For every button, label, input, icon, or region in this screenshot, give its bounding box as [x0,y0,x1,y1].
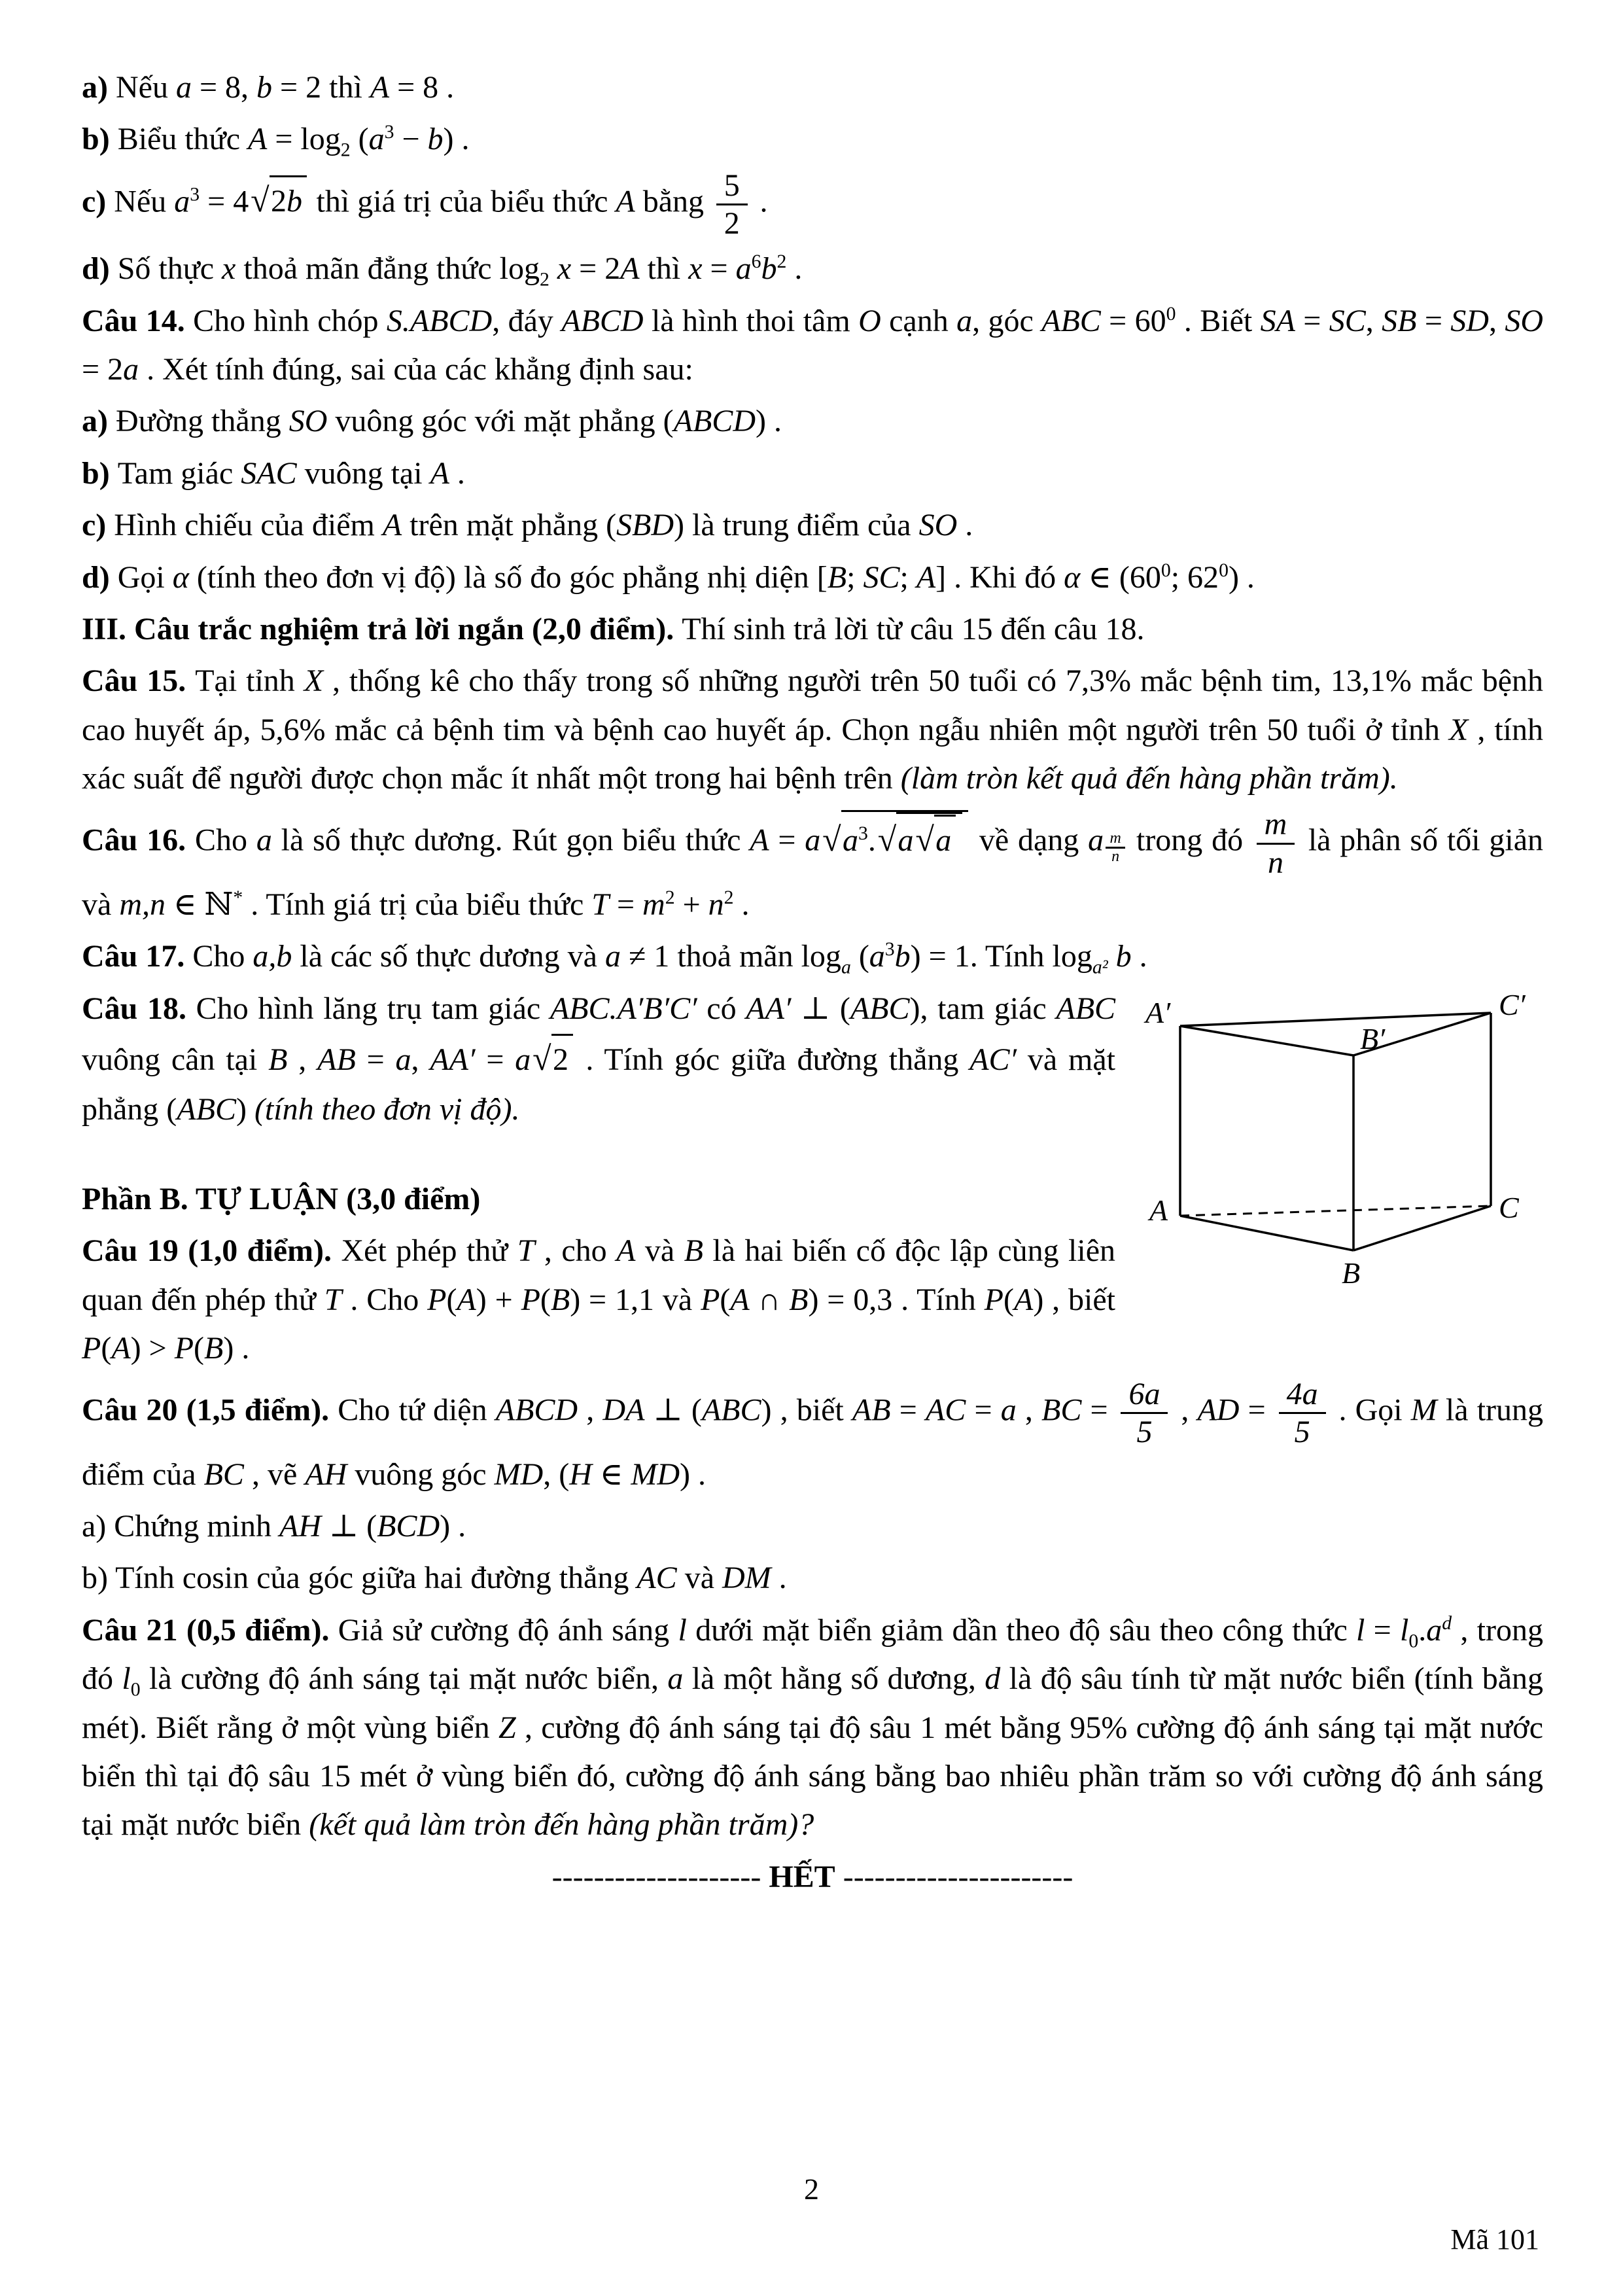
radical: √ 2 [532,1033,573,1086]
cau-16: Câu 16. Cho a là số thực dương. Rút gọn biểu thức A = a √ $a^3$. √ a √ a về dạng a $\frac{m}{n}$ trong đó $\frac{m}{n}$ là phân số tối giản và m,n ∈ ℕ* . Tính giá trị của biểu thức $T = m^2 + n^2$ . [82,807,1544,922]
cau14-b: b) Tam giác SAC vuông tại A . [82,455,465,491]
ans-c: c) Nếu $a^3 = 4$ √ 2b thì giá trị của biểu thức A bằng $\frac{5}{2}$ . [82,168,768,241]
fraction: $\frac{6a}{5}$ [1121,1376,1168,1450]
radical: √ a √ a [878,812,962,866]
cau-15: Câu 15. Tại tỉnh X , thống kê cho thấy trong số những người trên 50 tuổi có 7,3% mắc bệnh tim, 13,1% mắc bệnh cao huyết áp, 5,6% mắc cả bệnh tim và bệnh cao huyết áp. Chọn ngẫu nhiên một người trên 50 tuổi ở tỉnh X , tính xác suất để người được chọn mắc ít nhất một trong hai bệnh trên (làm tròn kết quả đến hàng phần trăm). [82,663,1544,796]
vertex-label-c: C [1499,1190,1519,1224]
cau20-a: a) Chứng minh AH ⊥ (BCD) . [82,1509,466,1544]
prism-edges [1180,1013,1491,1250]
fraction: $\frac{m}{n}$ [1257,806,1295,880]
cau-21: Câu 21 (0,5 điểm). Giả sử cường độ ánh sáng l dưới mặt biển giảm dần theo độ sâu theo công thức $l = l_0.a^d$ , trong đó $l_0$ là cường độ ánh sáng tại mặt nước biển, a là một hằng số dương, d là độ sâu tính từ mặt nước biển (tính bằng mét). Biết rằng ở một vùng biển Z , cường độ ánh sáng tại độ sâu 1 mét bằng 95% cường độ ánh sáng tại mặt nước biển thì tại độ sâu 15 mét ở vùng biển đó, cường độ ánh sáng bằng bao nhiêu phần trăm so với cường độ ánh sáng tại mặt nước biển (kết quả làm tròn đến hàng phần trăm)? [82,1612,1544,1843]
fraction: $\frac{4a}{5}$ [1279,1376,1326,1450]
cau-14: Câu 14. Cho hình chóp S.ABCD, đáy ABCD là hình thoi tâm O cạnh a, góc ABC = $60^0$ . Biết SA = SC, SB = SD, SO = 2a . Xét tính đúng, sai của các khẳng định sau: [82,302,1543,387]
cau14-c: c) Hình chiếu của điểm A trên mặt phẳng (SBD) là trung điểm của SO . [82,508,973,543]
prism-hidden-edge [1180,1206,1491,1216]
vertex-label-a-prime: A′ [1145,995,1171,1029]
ans-a: a) Nếu a = 8, b = 2 thì A = 8 . [82,70,455,105]
vertex-label-a: A [1149,1193,1168,1227]
section-b-heading: Phần B. TỰ LUẬN (3,0 điểm) [82,1181,481,1216]
fraction: $\frac{5}{2}$ [716,168,748,241]
ans-b: b) Biểu thức $A = \log_2 (a^3 - b)$ . [82,121,470,161]
vertex-label-b: B [1342,1256,1361,1288]
exam-code: Mã 101 [1450,2223,1539,2255]
end-line: -------------------- HẾT ---------------------- [551,1859,1073,1894]
page-number: 2 [804,2172,819,2206]
cau20-b: b) Tính cosin của góc giữa hai đường thẳng AC và DM . [82,1561,787,1596]
fraction: $\frac{m}{n}$ [1106,830,1125,865]
ans-d: d) Số thực x thoả mãn đẳng thức $\log_2 x = 2A$ thì $x = a^6b^2$ . [82,251,803,291]
vertex-label-c-prime: C′ [1499,989,1526,1021]
prism-figure [1138,990,1543,1288]
section-iii-heading: III. Câu trắc nghiệm trả lời ngắn (2,0 điểm). Thí sinh trả lời từ câu 15 đến câu 18. [82,611,1145,646]
document-content [82,63,1543,1901]
radical: √ 2b [251,175,307,227]
radical: √ $a^3$. √ a √ a [822,810,968,866]
cau-20: Câu 20 (1,5 điểm). Cho tứ diện ABCD , DA ⊥ (ABC) , biết AB = AC = a , BC = $\frac{6a}{5}$ , AD = $\frac{4a}{5}$ . Gọi M là trung điểm của BC , vẽ AH vuông góc MD, (H ∈ MD) . [82,1377,1544,1492]
cau-17: Câu 17. Cho a,b là các số thực dương và a ≠ 1 thoả mãn $\log_a (a^3b) = 1$. Tính $\log_{a^2} b$ . [82,938,1147,978]
cau14-d: d) Gọi α (tính theo đơn vị độ) là số đo góc phẳng nhị diện [B; SC; A] . Khi đó α ∈ ($60^0$; $62^0$) . [82,559,1255,595]
cau14-a: a) Đường thẳng SO vuông góc với mặt phẳng (ABCD) . [82,404,782,439]
cau-19: Câu 19 (1,0 điểm). Xét phép thử T , cho A và B là hai biến cố độc lập cùng liên quan đến phép thử T . Cho P(A) + P(B) = 1,1 và P(A ∩ B) = 0,3 . Tính P(A) , biết P(A) > P(B) . [82,1233,1116,1366]
vertex-label-b-prime: B′ [1360,1021,1386,1055]
prism-svg [1138,990,1543,1288]
radical: √ a [915,814,956,866]
cau-18: Câu 18. Cho hình lăng trụ tam giác ABC.A′B′C′ có AA′ ⊥ (ABC), tam giác ABC vuông cân tại B , AB = a, AA′ = a √ 2 . Tính góc giữa đường thẳng AC′ và mặt phẳng (ABC) (tính theo đơn vị độ). [82,991,1116,1127]
